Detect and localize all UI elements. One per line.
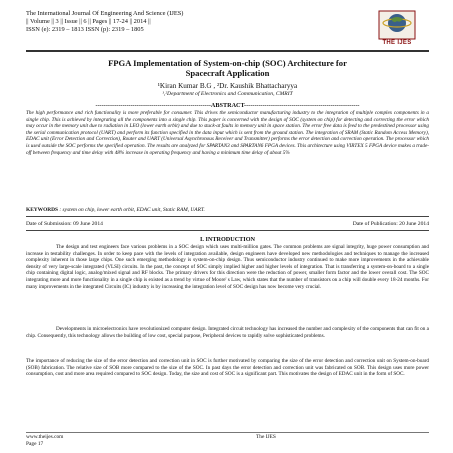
intro-paragraph-1: The design and test engineers face various problems in a SOC design which uses multi-million gates. The common problems are signal integrity, huge power consumption and increase in testability challenges. In order to keep pace with the levels of integration available, design engineers have developed new methodologies and techniques to manage the increased complexity inherent in those large chips. One such emerging methodology is system-on-chip design. Thus semiconductor industry continued to make more improvements in the achievable density of very large-scale integrated (VLSI) circuits. In the past, the concept of SOC simply implied higher and higher levels of integration. That is transferring a system-on-board to a single chip containing digital logic, analog/mixed signal and RF blocks. The primary drivers for this direction were the reduction of power, smaller form factor and the lower overall cost. The SOC integrating more and more functionality in a single chip is existed as a trend by virtue of Moore' s Law, which states that the number of transistors on a chip will double every 18-24 months. For many improvements in the integrated Circuits (IC) industry is by increasing the integration level of SOC design has now become very crucial. [26, 244, 429, 290]
header-divider [26, 50, 429, 52]
journal-name: The International Journal Of Engineering And Science (IJES) [26, 10, 184, 17]
journal-issn: ISSN (e): 2319 – 1813 ISSN (p): 2319 – 1805 [26, 26, 144, 33]
keywords-text: : system on chip, lower earth orbit, EDAC unit, Static RAM, UART. [58, 207, 205, 213]
publication-date: Date of Publication: 20 June 2014 [352, 221, 429, 227]
keywords [26, 207, 429, 214]
title-line-2: Spacecraft Application [185, 68, 270, 78]
footer-divider [26, 432, 429, 433]
intro-paragraph-2: Developments in microelectronics have revolutionized computer design. Integrated circuit technology has increased the number and complexity of the components that can fit on a chip. Consequently, this technology allows the building of low cost, special purpose, Peripheral devices to rapidly solve sophisticated problems. [26, 326, 429, 339]
keywords-divider [26, 216, 429, 217]
footer-journal: The IJES [256, 434, 276, 440]
footer-page: Page 17 [26, 440, 44, 447]
intro-paragraph-3: The importance of reducing the size of the error detection and correction unit in SOC is further motivated by comparing the size of the error detection and correction unit on System-on-board (SOB) fabrication. The relative size of SOB more compared to the size of the SOC. In past days the error detection and correction unit was fabricated on SOB. This design uses more power consumption, cost and more area required compared to SOC design. Today, the size and cost of SOC is a significant part. This motivates the design of EDAC unit in the form of SOC. [26, 358, 429, 378]
affiliation: ¹,²Department of Electronics and Communication, CMRIT [162, 91, 293, 97]
journal-issue: || Volume || 3 || Issue || 6 || Pages || 17-24 || 2014 || [26, 18, 151, 25]
paper-title [26, 58, 429, 78]
logo-text: THE IJES [382, 40, 412, 46]
journal-header [26, 10, 183, 34]
page-footer [26, 434, 429, 448]
section-heading: I. INTRODUCTION [199, 236, 255, 243]
authors: ¹Kiran Kumar B.G , ²Dr. Kaushik Bhattacharyya [157, 82, 298, 90]
title-line-1: FPGA Implementation of System-on-chip (SOC) Architecture for [108, 58, 347, 68]
abstract-heading: --------------------------------------------------------ABSTRACT-------------------------------------------------------- [95, 102, 360, 109]
keywords-label: KEYWORDS [26, 207, 59, 213]
dates-divider [26, 230, 429, 231]
footer-site[interactable]: www.theijes.com [26, 434, 64, 440]
submission-date: Date of Submission: 09 June 2014 [26, 221, 103, 227]
dates-row [26, 221, 429, 228]
abstract-text: The high performance and rich functionality is more preferable for consumer. This drives the semiconductor manufacturing industry to the integration of multiple complex components in a single chip. This is achieved by integrating all the components into a single chip. This paper is concerned with the design of SOC (system on chip) for detecting and correcting the error which may occur in the memory unit due to radiation in LEO (lower earth orbit) and due to stuck-at faults in memory unit in space station. The error free data is feed to the predestined processor using the serial communication protocol (UART) and perform its function specified in the data input which is sent from the ground station. The integration of SRAM (Static Random Access Memory), EDAC unit (Error Detection and Correction), Router and UART (Universal Asynchronous Receiver and Transmitter) performs the error detection and correction operation. The processor which is used outside the SOC performs the specified operation. The results are analyzed for SPARTAN3 and SPARTAN6 FPGA devices. This architecture using VIRTEX 5 FPGA device makes a trade-off between frequency and time delay with 48% increase in operating frequency and having a minimum time delay of about 5% [26, 110, 429, 156]
